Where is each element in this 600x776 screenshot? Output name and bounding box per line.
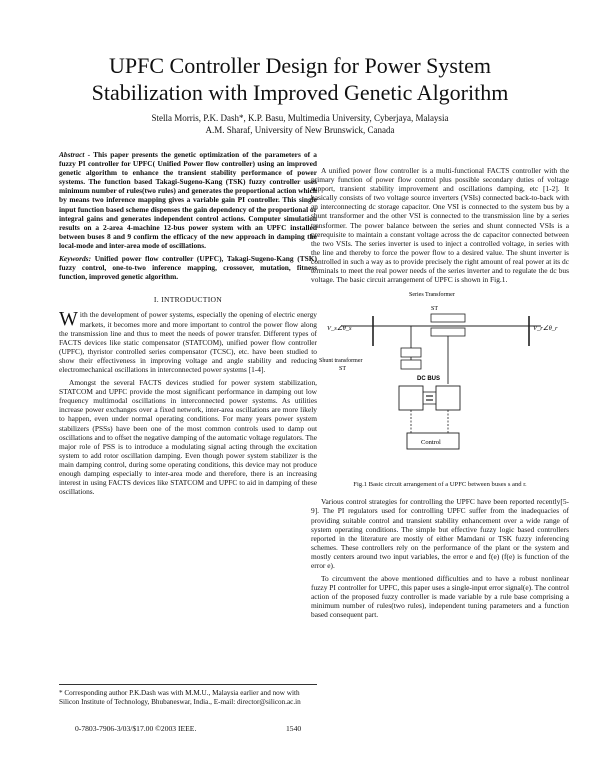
authors-line-1: Stella Morris, P.K. Dash*, K.P. Basu, Multimedia University, Cyberjaya, Malaysia <box>151 113 449 123</box>
figure-upfc-circuit <box>311 288 569 478</box>
authors <box>0 112 600 136</box>
section-heading-introduction: I. INTRODUCTION <box>153 295 223 305</box>
label-sht: ST <box>339 366 347 373</box>
paper-title <box>0 52 600 106</box>
intro-paragraph-1 <box>59 310 317 374</box>
page-number: 1540 <box>286 724 302 733</box>
abstract <box>59 150 317 250</box>
series-transformer-bottom <box>431 328 465 336</box>
label-series-transformer: Series Transformer <box>409 292 455 299</box>
right-paragraph-1: A unified power flow controller is a multi-functional FACTS controller with the primary function of power flow control plus possible secondary duties of voltage support, transient stability improvement and oscillations damping, etc [1-2]. It basically consists of two voltage source inverters (VSIs) connected back-to-back with an interconnecting dc storage capacitor. One VSI is connected to the system bus by a shunt transformer and the other VSI is connected to the transmission line by a series transformer. The power balance between the series and shunt connected VSIs is a prerequisite to maintain a constant voltage across the dc capacitor connected between the two VSIs. The series inverter is used to inject a controlled voltage, in series with the line and thereby to force the power flow to a desired value. The shunt inverter is controlled in such a way as to provide precisely the right amount of real power at its dc terminals to meet the real power needs of the series inverter and to regulate the dc bus voltage. The basic circuit arrangement of UPFC is shown in Fig.1. <box>311 166 569 285</box>
title-line-1: UPFC Controller Design for Power System <box>109 53 491 78</box>
title-line-2: Stabilization with Improved Genetic Algorithm <box>91 80 509 105</box>
right-paragraph-2: Various control strategies for controlling the UPFC have been reported recently[5-9]. The PI regulators used for controlling UPFC suffer from the inadequacies of providing suitable control and transient stability enhancement over a wide range of system operating conditions. The simple but effective fuzzy logic based controllers reported in the literature are mostly of either Mamdani or TSK fuzzy inferencing schemes. These controllers rely on the performance of the plant or the system and mostly centers around two input variables, the error e and f(e) (f(e) is function of the error e). <box>311 497 569 570</box>
series-inverter <box>436 386 460 410</box>
right-column <box>311 166 569 624</box>
drop-cap: W <box>59 308 78 331</box>
abstract-label: Abstract <box>59 150 85 159</box>
shunt-transformer-b <box>401 360 421 369</box>
figure-caption: Fig.1 Basic circuit arrangement of a UPFC between buses s and r. <box>353 481 527 489</box>
label-st: ST <box>431 306 439 313</box>
keywords <box>59 254 317 281</box>
intro-paragraph-1-text: ith the development of power systems, especially the opening of electric energy markets, it becomes more and more important to control the power flow along the transmission line and thus to meet the needs of power transfer. Different types of FACTS devices like static compensator (STATCOM), unified power flow controller (UPFC), thyristor controlled series compensator (TCSC), etc. have been studied to show their effectiveness in improving voltage and angle stability and reducing electromechanical oscillations in interconnected power systems [1-4]. <box>59 310 317 374</box>
label-shunt-transformer: Shunt transformer <box>319 358 363 365</box>
keywords-label: Keywords: <box>59 254 92 264</box>
label-vs: V_s∠θ_s <box>327 325 352 333</box>
upfc-diagram <box>311 288 569 478</box>
shunt-inverter <box>399 386 423 410</box>
shunt-transformer-a <box>401 348 421 357</box>
keywords-text: Unified power flow controller (UPFC), Takagi-Sugeno-Kang (TSK) fuzzy control, one-to-two inference mapping, crossover, mutation, fitness function, improved genetic algorithm. <box>59 254 317 282</box>
label-dc-bus: DC BUS <box>417 376 441 383</box>
footer-isbn: 0-7803-7906-3/03/$17.00 ©2003 IEEE. <box>75 724 197 733</box>
abstract-text: - This paper presents the genetic optimization of the parameters of a fuzzy PI controller for UPFC( Unified Power flow controller) using an improved genetic algorithm to enhance the transient stability performance of power systems. The function based Takagi-Sugeno-Kang (TSK) fuzzy controller uses minimum number of rules(two rules) and generates the proportional action which by means two inference mapping gives a variable gain PI controller. This single input function based scheme dispenses the gain dependency of the proportional or integral gains and generates independent control actions. Computer simulation results on a 2-area 4-machine 12-bus power system with an UPFC installed between buses 8 and 9 confirm the efficacy of the new approach in damping the local-mode and inter-area mode of oscillations. <box>59 150 317 250</box>
label-control: Control <box>421 439 441 447</box>
intro-paragraph-2: Amongst the several FACTS devices studied for power system stabilization, STATCOM and UPFC provide the most significant performance in damping out low frequency multimodal oscillations in interconnected power systems. As utilities increase power exchanges over a fixed network, inter-area oscillations are more likely to happen, even under normal operating conditions. For many years power system stabilizers (PSSs) have been one of the most common controls used to damp out oscillations and to offset the negative damping of the automatic voltage regulators. The major role of PSS is to introduce a modulating signal acting through the excitation system to add rotor oscillation damping. Even though power system stabilizer is the main damping control, during some operating conditions, this device may not produce enough damping especially to inter-area mode and therefore, there is an increasing interest in using FACTS devices like STATCOM and UPFC to aid in damping of these oscillations. <box>59 378 317 497</box>
series-transformer-top <box>431 314 465 322</box>
authors-line-2: A.M. Sharaf, University of New Brunswick, Canada <box>205 125 395 135</box>
left-column <box>59 150 317 500</box>
label-vr: V_r∠θ_r <box>533 325 558 333</box>
footnote: * Corresponding author P.K.Dash was with M.M.U., Malaysia earlier and now with Silicon Institute of Technology, Bhubaneswar, India., E-mail: director@silicon.ac.in <box>59 684 317 707</box>
right-paragraph-3: To circumvent the above mentioned difficulties and to have a robust nonlinear fuzzy PI controller for UPFC, this paper uses a single-input error signal(e). The control action of the proposed fuzzy controller is made variable by a rule base comprising a minimum number of rules(two rules), independent tuning parameters and a function based consequent part. <box>311 574 569 620</box>
